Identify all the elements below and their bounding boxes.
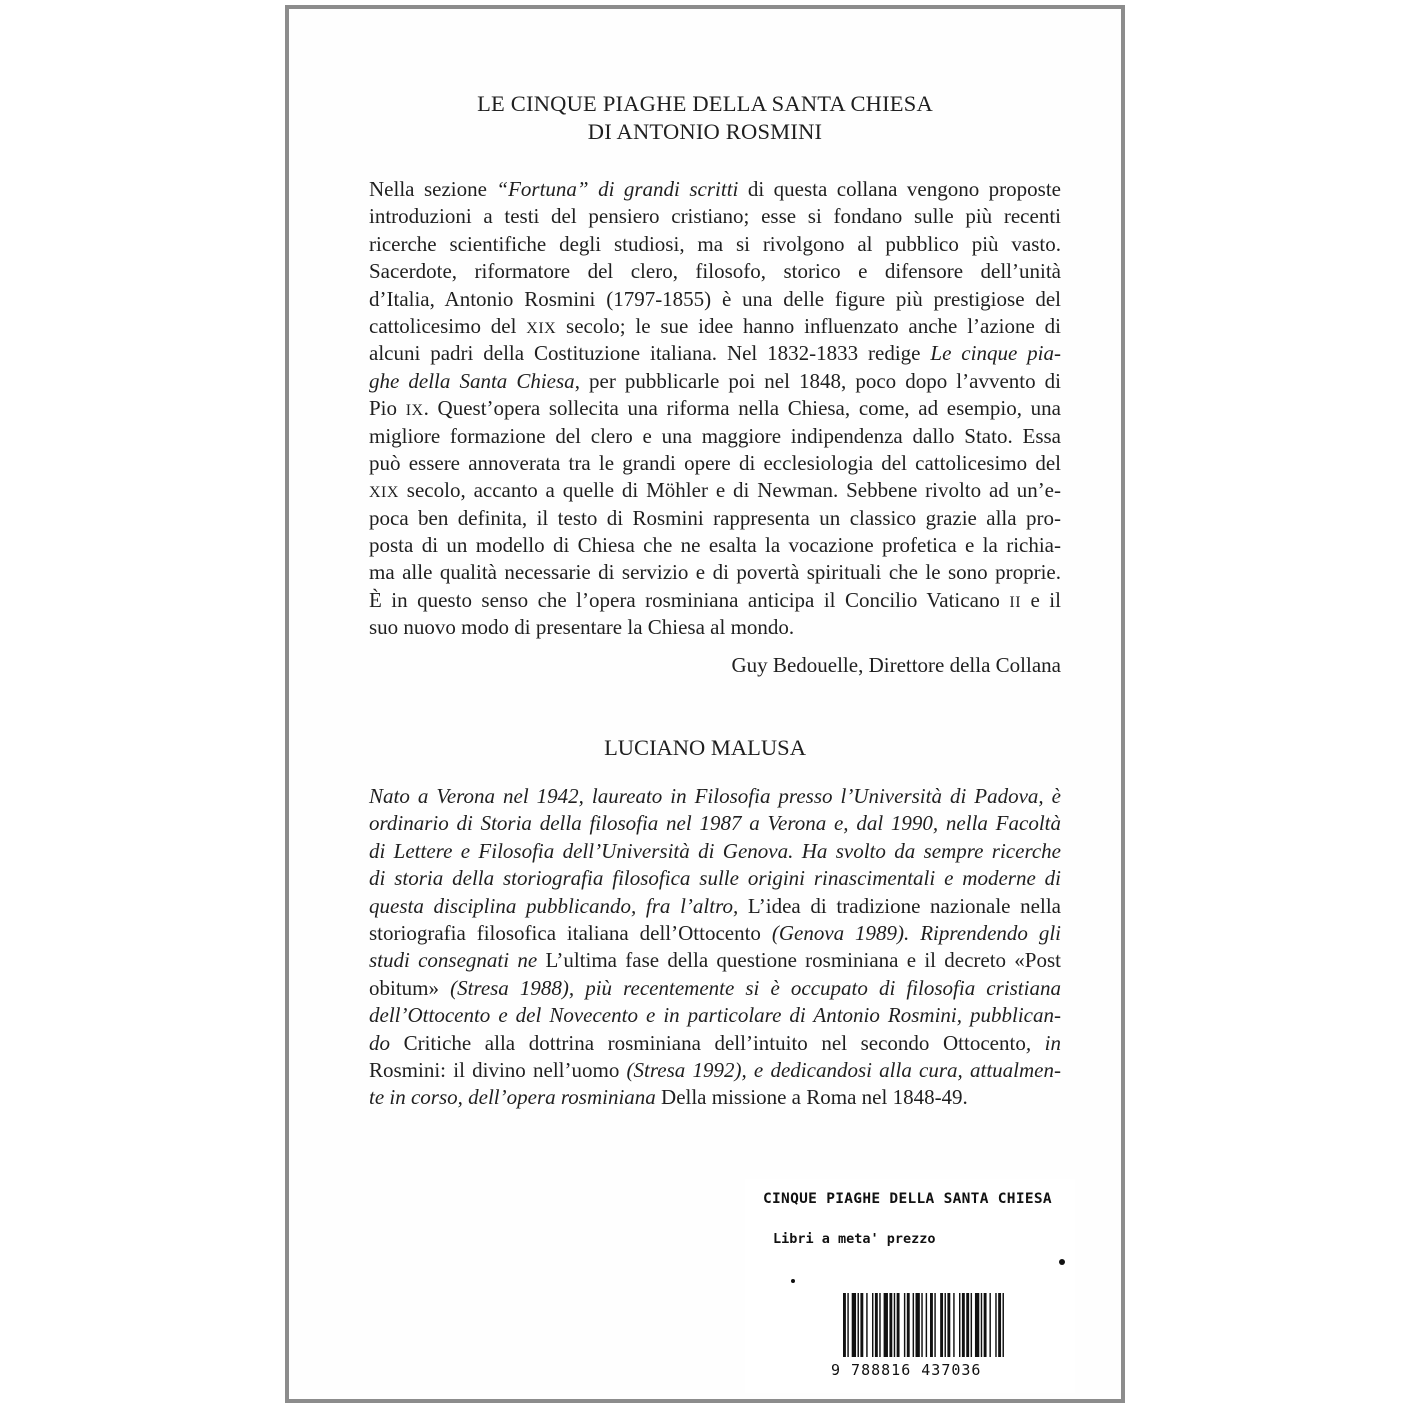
text-run: cattolicesimo del: [369, 313, 527, 338]
text-run: di storia della storiografia filosofica sulle origini rinascimentali e moderne di: [369, 866, 1061, 891]
barcode-bar: [959, 1293, 960, 1357]
text-run: migliore formazione del clero e una maggiore indipendenza dallo Stato. Essa: [369, 423, 1061, 448]
text-run: introduzioni a testi del pensiero cristiano; esse si fondano sulle più recenti: [369, 204, 1061, 229]
barcode-bar: [889, 1293, 892, 1357]
text-run: storiografia filosofica italiana dell’Ottocento: [369, 920, 772, 945]
text-line: [369, 810, 1061, 837]
text-line: [369, 368, 1061, 395]
signature: Guy Bedouelle, Direttore della Collana: [731, 653, 1061, 677]
book-subtitle: DI ANTONIO ROSMINI: [587, 119, 823, 144]
barcode-bar: [998, 1293, 1001, 1357]
text-run: secolo; le sue idee hanno influenzato anche l’azione di: [556, 313, 1061, 338]
text-run: Sacerdote, riformatore del clero, filosofo, storico e difensore dell’unità: [369, 259, 1061, 284]
text-line: [369, 450, 1061, 477]
text-run: L’ultima fase della questione rosminiana e il decreto «Post: [537, 948, 1061, 973]
text-line: [369, 838, 1061, 865]
text-run: Critiche alla dottrina rosminiana dell’intuito nel secondo Ottocento: [390, 1030, 1026, 1055]
text-line: [369, 587, 1061, 614]
barcode-bar: [1003, 1293, 1004, 1357]
text-run: (Stresa 1988), più recentemente si è occupato di filosofia cristiana: [450, 975, 1061, 1000]
text-run: Nato a Verona nel 1942, laureato in Filosofia presso l’Università di Padova, è: [369, 784, 1061, 808]
text-run: Rosmini: il divino nell’uomo: [369, 1057, 627, 1082]
text-run: (Stresa 1992), e dedicandosi alla cura, attualmen-: [626, 1057, 1061, 1082]
barcode-bar: [852, 1293, 856, 1357]
book-back-cover: [285, 5, 1125, 1403]
text-run: II: [1009, 593, 1022, 611]
text-line: [369, 313, 1061, 340]
text-run: studi consegnati ne: [369, 948, 538, 973]
book-title: LE CINQUE PIAGHE DELLA SANTA CHIESA: [477, 91, 933, 116]
text-line: [369, 532, 1061, 559]
barcode-bar: [847, 1293, 848, 1357]
text-line: [369, 340, 1061, 367]
text-run: “Fortuna” di grandi scritti: [496, 177, 739, 201]
text-line: [369, 559, 1061, 586]
text-line: [369, 423, 1061, 450]
text-run: XIX: [369, 484, 399, 502]
barcode-bar: [966, 1293, 969, 1357]
text-run: posta di un modello di Chiesa che ne esalta la vocazione profetica e la richia-: [369, 533, 1061, 558]
barcode-bar: [926, 1293, 927, 1357]
barcode-bar: [884, 1293, 888, 1357]
text-run: , per pubblicarle poi nel 1848, poco dopo l’avvento di: [574, 368, 1061, 393]
text-line: [369, 505, 1061, 532]
sticker-subtitle: Libri a meta' prezzo: [773, 1231, 936, 1247]
text-run: ma alle qualità necessarie di servizio e di povertà spirituali che le sono proprie.: [369, 560, 1061, 585]
barcode-bar: [913, 1293, 914, 1357]
text-run: alcuni padri della Costituzione italiana. Nel 1832-1833 redige: [369, 341, 931, 366]
text-run: È in questo senso che l’opera rosminiana anticipa il Concilio Vaticano: [369, 587, 1010, 612]
text-run: può essere annoverata tra le grandi opere di ecclesiologia del cattolicesimo del: [369, 450, 1061, 475]
text-run: XIX: [526, 319, 557, 337]
text-line: [369, 1084, 1061, 1111]
barcode-bar: [989, 1293, 990, 1357]
barcode-bar: [858, 1293, 859, 1357]
barcode-bar: [894, 1293, 895, 1357]
text-line: [369, 893, 1061, 920]
text-run: . Quest’opera sollecita una riforma nella Chiesa, come, ad esempio, una: [423, 396, 1062, 421]
sticker-dot: [791, 1279, 795, 1283]
barcode-bar: [872, 1293, 873, 1357]
barcode-bar: [940, 1293, 943, 1357]
author-name: LUCIANO MALUSA: [604, 735, 806, 760]
barcode-bar: [971, 1293, 972, 1357]
text-line: [369, 258, 1061, 285]
barcode-bar: [907, 1293, 910, 1357]
barcode-bar: [975, 1293, 979, 1357]
barcode-bar: [934, 1293, 935, 1357]
author-bio: [369, 783, 1061, 1112]
barcode-bar: [995, 1293, 996, 1357]
barcode-bar: [860, 1293, 863, 1357]
text-line: [369, 1057, 1061, 1084]
text-run: ordinario di Storia della filosofia nel 1987 a Verona e, dal 1990, nella Facoltà: [369, 811, 1061, 836]
text-run: Nella sezione: [369, 177, 497, 201]
isbn-number: 9 788816 437036: [831, 1361, 982, 1379]
text-line: [369, 975, 1061, 1002]
text-line: [369, 865, 1061, 892]
text-run: di Lettere e Filosofia dell’Università di Genova. Ha svolto da sempre ricerche: [369, 838, 1061, 863]
barcode-bar: [879, 1293, 880, 1357]
barcode: [841, 1293, 1009, 1357]
text-run: suo nuovo modo di presentare la Chiesa al mondo.: [369, 615, 795, 640]
text-run: dell’Ottocento e del Novecento e in particolare di Antonio Rosmini, pubblican-: [369, 1003, 1061, 1028]
text-line: [369, 395, 1061, 422]
barcode-bar: [945, 1293, 946, 1357]
text-line: [369, 1002, 1061, 1029]
sticker-title: CINQUE PIAGHE DELLA SANTA CHIESA: [763, 1191, 1052, 1207]
barcode-bar: [953, 1293, 954, 1357]
barcode-bar: [984, 1293, 987, 1357]
barcode-bar: [962, 1293, 965, 1357]
text-run: Le cinque pia-: [930, 341, 1061, 366]
text-run: ghe della Santa Chiesa: [369, 368, 575, 393]
text-run: , in: [1025, 1030, 1061, 1055]
barcode-bar: [866, 1293, 867, 1357]
text-line: [369, 947, 1061, 974]
barcode-bar: [947, 1293, 950, 1357]
intro-paragraph: [369, 176, 1061, 642]
barcode-bar: [921, 1293, 922, 1357]
text-run: d’Italia, Antonio Rosmini (1797-1855) è una delle figure più prestigiose del: [369, 286, 1061, 311]
text-run: secolo, accanto a quelle di Möhler e di Newman. Sebbene rivolto ad un’e-: [398, 478, 1061, 503]
text-line: [369, 203, 1061, 230]
text-run: (Genova 1989). Riprendendo gli: [771, 920, 1061, 945]
text-run: Della missione a Roma nel 1848-49.: [655, 1085, 968, 1110]
text-line: [369, 920, 1061, 947]
text-run: do: [369, 1030, 390, 1055]
barcode-bar: [897, 1293, 900, 1357]
text-line: [369, 286, 1061, 313]
text-run: te in corso, dell’opera rosminiana: [369, 1085, 656, 1110]
text-line: [369, 783, 1061, 810]
text-run: questa disciplina pubblicando, fra l’altro,: [369, 893, 739, 918]
barcode-bar: [875, 1293, 878, 1357]
price-sticker: [745, 1179, 1075, 1393]
text-line: [369, 1030, 1061, 1057]
barcode-bar: [904, 1293, 905, 1357]
text-line: [369, 231, 1061, 258]
text-run: poca ben definita, il testo di Rosmini rappresenta un classico grazie alla pro-: [369, 505, 1061, 530]
barcode-bar: [843, 1293, 846, 1357]
text-run: L’idea di tradizione nazionale nella: [738, 893, 1061, 918]
text-run: obitum»: [369, 975, 451, 1000]
text-line: [369, 176, 1061, 203]
text-run: di questa collana vengono proposte: [738, 177, 1061, 201]
text-run: ricerche scientifiche degli studiosi, ma si rivolgono al pubblico più vasto.: [369, 231, 1061, 256]
text-run: e il: [1021, 587, 1061, 612]
text-line: [369, 614, 1061, 641]
text-run: Pio: [369, 396, 406, 421]
text-run: IX: [405, 402, 424, 420]
sticker-dot: [1059, 1259, 1065, 1265]
barcode-bar: [930, 1293, 933, 1357]
barcode-bar: [916, 1293, 920, 1357]
text-line: [369, 477, 1061, 504]
barcode-bar: [981, 1293, 982, 1357]
